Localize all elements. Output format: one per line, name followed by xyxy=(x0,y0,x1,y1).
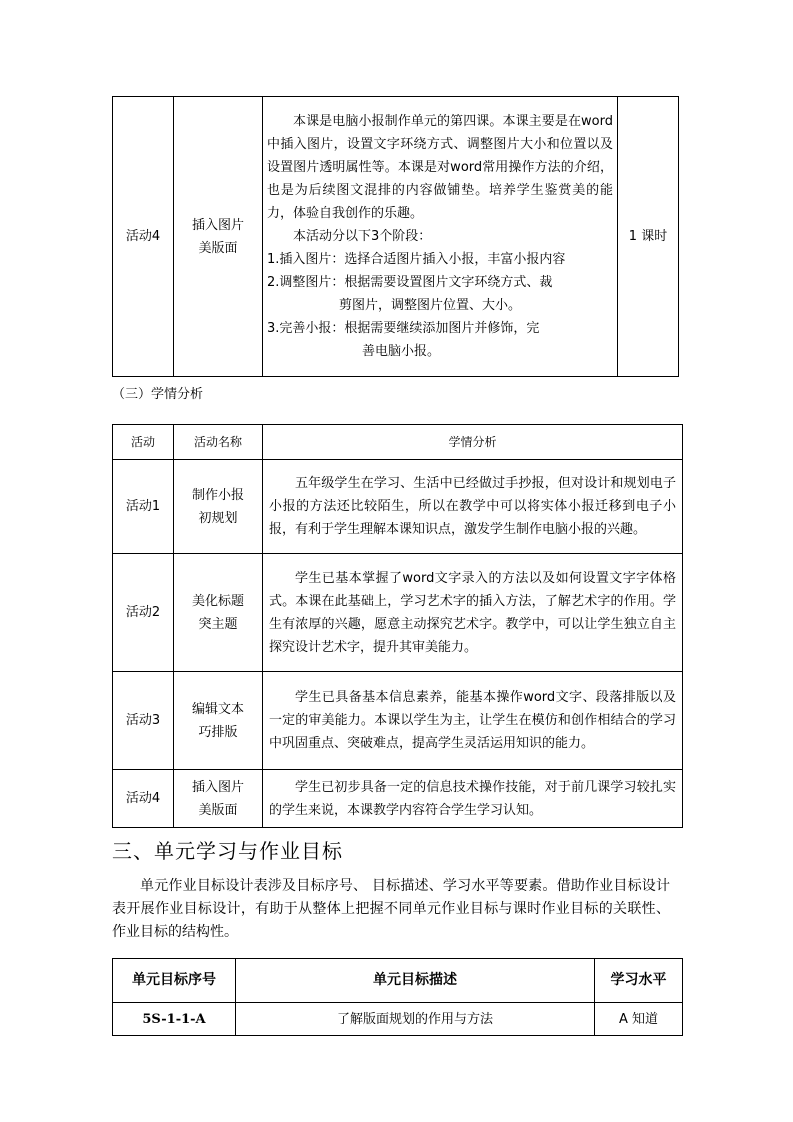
analysis-text: 学生已具备基本信息素养，能基本操作word文字、段落排版以及一定的审美能力。本课以学生为主，让学生在模仿和创作相结合的学习中巩固重点、突破难点，提高学生灵活运用知识的能力。 xyxy=(263,672,683,770)
column-header: 学习水平 xyxy=(595,959,683,1003)
activity-name-line: 初规划 xyxy=(198,510,238,526)
column-header: 活动名称 xyxy=(174,425,263,460)
column-header: 活动 xyxy=(113,425,174,460)
activity-description-cell xyxy=(263,97,618,377)
analysis-text: 学生已初步具备一定的信息技术操作技能，对于前几课学习较扎实的学生来说，本课教学内容符合学生学习认知。 xyxy=(263,770,683,828)
section-paragraph: 单元作业目标设计表涉及目标序号、 目标描述、学习水平等要素。借助作业目标设计表开展作业目标设计，有助于从整体上把握不同单元作业目标与课时作业目标的关联性、作业目标的结构性。 xyxy=(112,878,670,940)
stage-item: 2.调整图片：根据需要设置图片文字环绕方式、裁 xyxy=(267,275,553,290)
goal-table xyxy=(112,958,683,1036)
column-header: 学情分析 xyxy=(263,425,683,460)
table-row xyxy=(113,97,679,377)
table-row xyxy=(113,672,683,770)
goal-description-cell: 了解版面规划的作用与方法 xyxy=(236,1003,595,1036)
activity-cell: 活动4 xyxy=(113,770,174,828)
activity-name-line: 制作小报 xyxy=(191,487,244,503)
table-header-row xyxy=(113,425,683,460)
table-row xyxy=(113,460,683,554)
activity-name-line: 编辑文本 xyxy=(191,701,244,717)
table-row xyxy=(113,1003,683,1036)
stage-item-cont: 善电脑小报。 xyxy=(362,344,441,359)
activity-name-cell xyxy=(174,554,263,672)
activity-plan-table xyxy=(112,96,679,377)
column-header: 单元目标描述 xyxy=(236,959,595,1003)
table-row xyxy=(113,554,683,672)
activity-name-line: 插入图片 xyxy=(191,217,244,233)
analysis-text: 五年级学生在学习、生活中已经做过手抄报，但对设计和规划电子小报的方法还比较陌生，所以在教学中可以将实体小报迁移到电子小报，有利于学生理解本课知识点，激发学生制作电脑小报的兴趣。 xyxy=(263,460,683,554)
activity-cell: 活动2 xyxy=(113,554,174,672)
section-title: 三、单元学习与作业目标 xyxy=(112,839,343,863)
activity-cell: 活动3 xyxy=(113,672,174,770)
activity-name-cell xyxy=(174,97,263,377)
activity-name-cell xyxy=(174,770,263,828)
analysis-text: 学生已基本掌握了word文字录入的方法以及如何设置文字字体格式。本课在此基础上，学习艺术字的插入方法，了解艺术字的作用。学生有浓厚的兴趣，愿意主动探究艺术字。教学中，可以让学生独立自主探究设计艺术字，提升其审美能力。 xyxy=(263,554,683,672)
goal-id-cell: 5S-1-1-A xyxy=(113,1003,236,1036)
stage-item: 1.插入图片：选择合适图片插入小报，丰富小报内容 xyxy=(267,252,566,267)
activity-cell: 活动4 xyxy=(113,97,174,377)
stage-intro: 本活动分以下3个阶段： xyxy=(293,229,432,244)
section-heading: （三）学情分析 xyxy=(112,387,204,402)
column-header: 单元目标序号 xyxy=(113,959,236,1003)
activity-name-line: 插入图片 xyxy=(191,779,244,795)
stage-item: 3.完善小报：根据需要继续添加图片并修饰，完 xyxy=(267,321,540,336)
activity-name-line: 美化标题 xyxy=(191,593,244,609)
activity-name-cell xyxy=(174,672,263,770)
activity-cell: 活动1 xyxy=(113,460,174,554)
activity-name-cell xyxy=(174,460,263,554)
activity-name-line: 美版面 xyxy=(198,802,238,818)
table-header-row xyxy=(113,959,683,1003)
description-text: 本课是电脑小报制作单元的第四课。本课主要是在word中插入图片，设置文字环绕方式、调整图片大小和位置以及设置图片透明属性等。本课是对word常用操作方法的介绍，也是为后续图文混排的内容做铺垫。培养学生鉴赏美的能力，体验自我创作的乐趣。 xyxy=(267,114,613,221)
stage-item-cont: 剪图片，调整图片位置、大小。 xyxy=(339,298,522,313)
activity-name-line: 美版面 xyxy=(198,240,238,256)
hours-cell: 1 课时 xyxy=(618,97,679,377)
activity-name-line: 突主题 xyxy=(198,616,238,632)
analysis-table xyxy=(112,424,683,828)
goal-level-cell: A 知道 xyxy=(595,1003,683,1036)
table-row xyxy=(113,770,683,828)
activity-name-line: 巧排版 xyxy=(198,724,238,740)
